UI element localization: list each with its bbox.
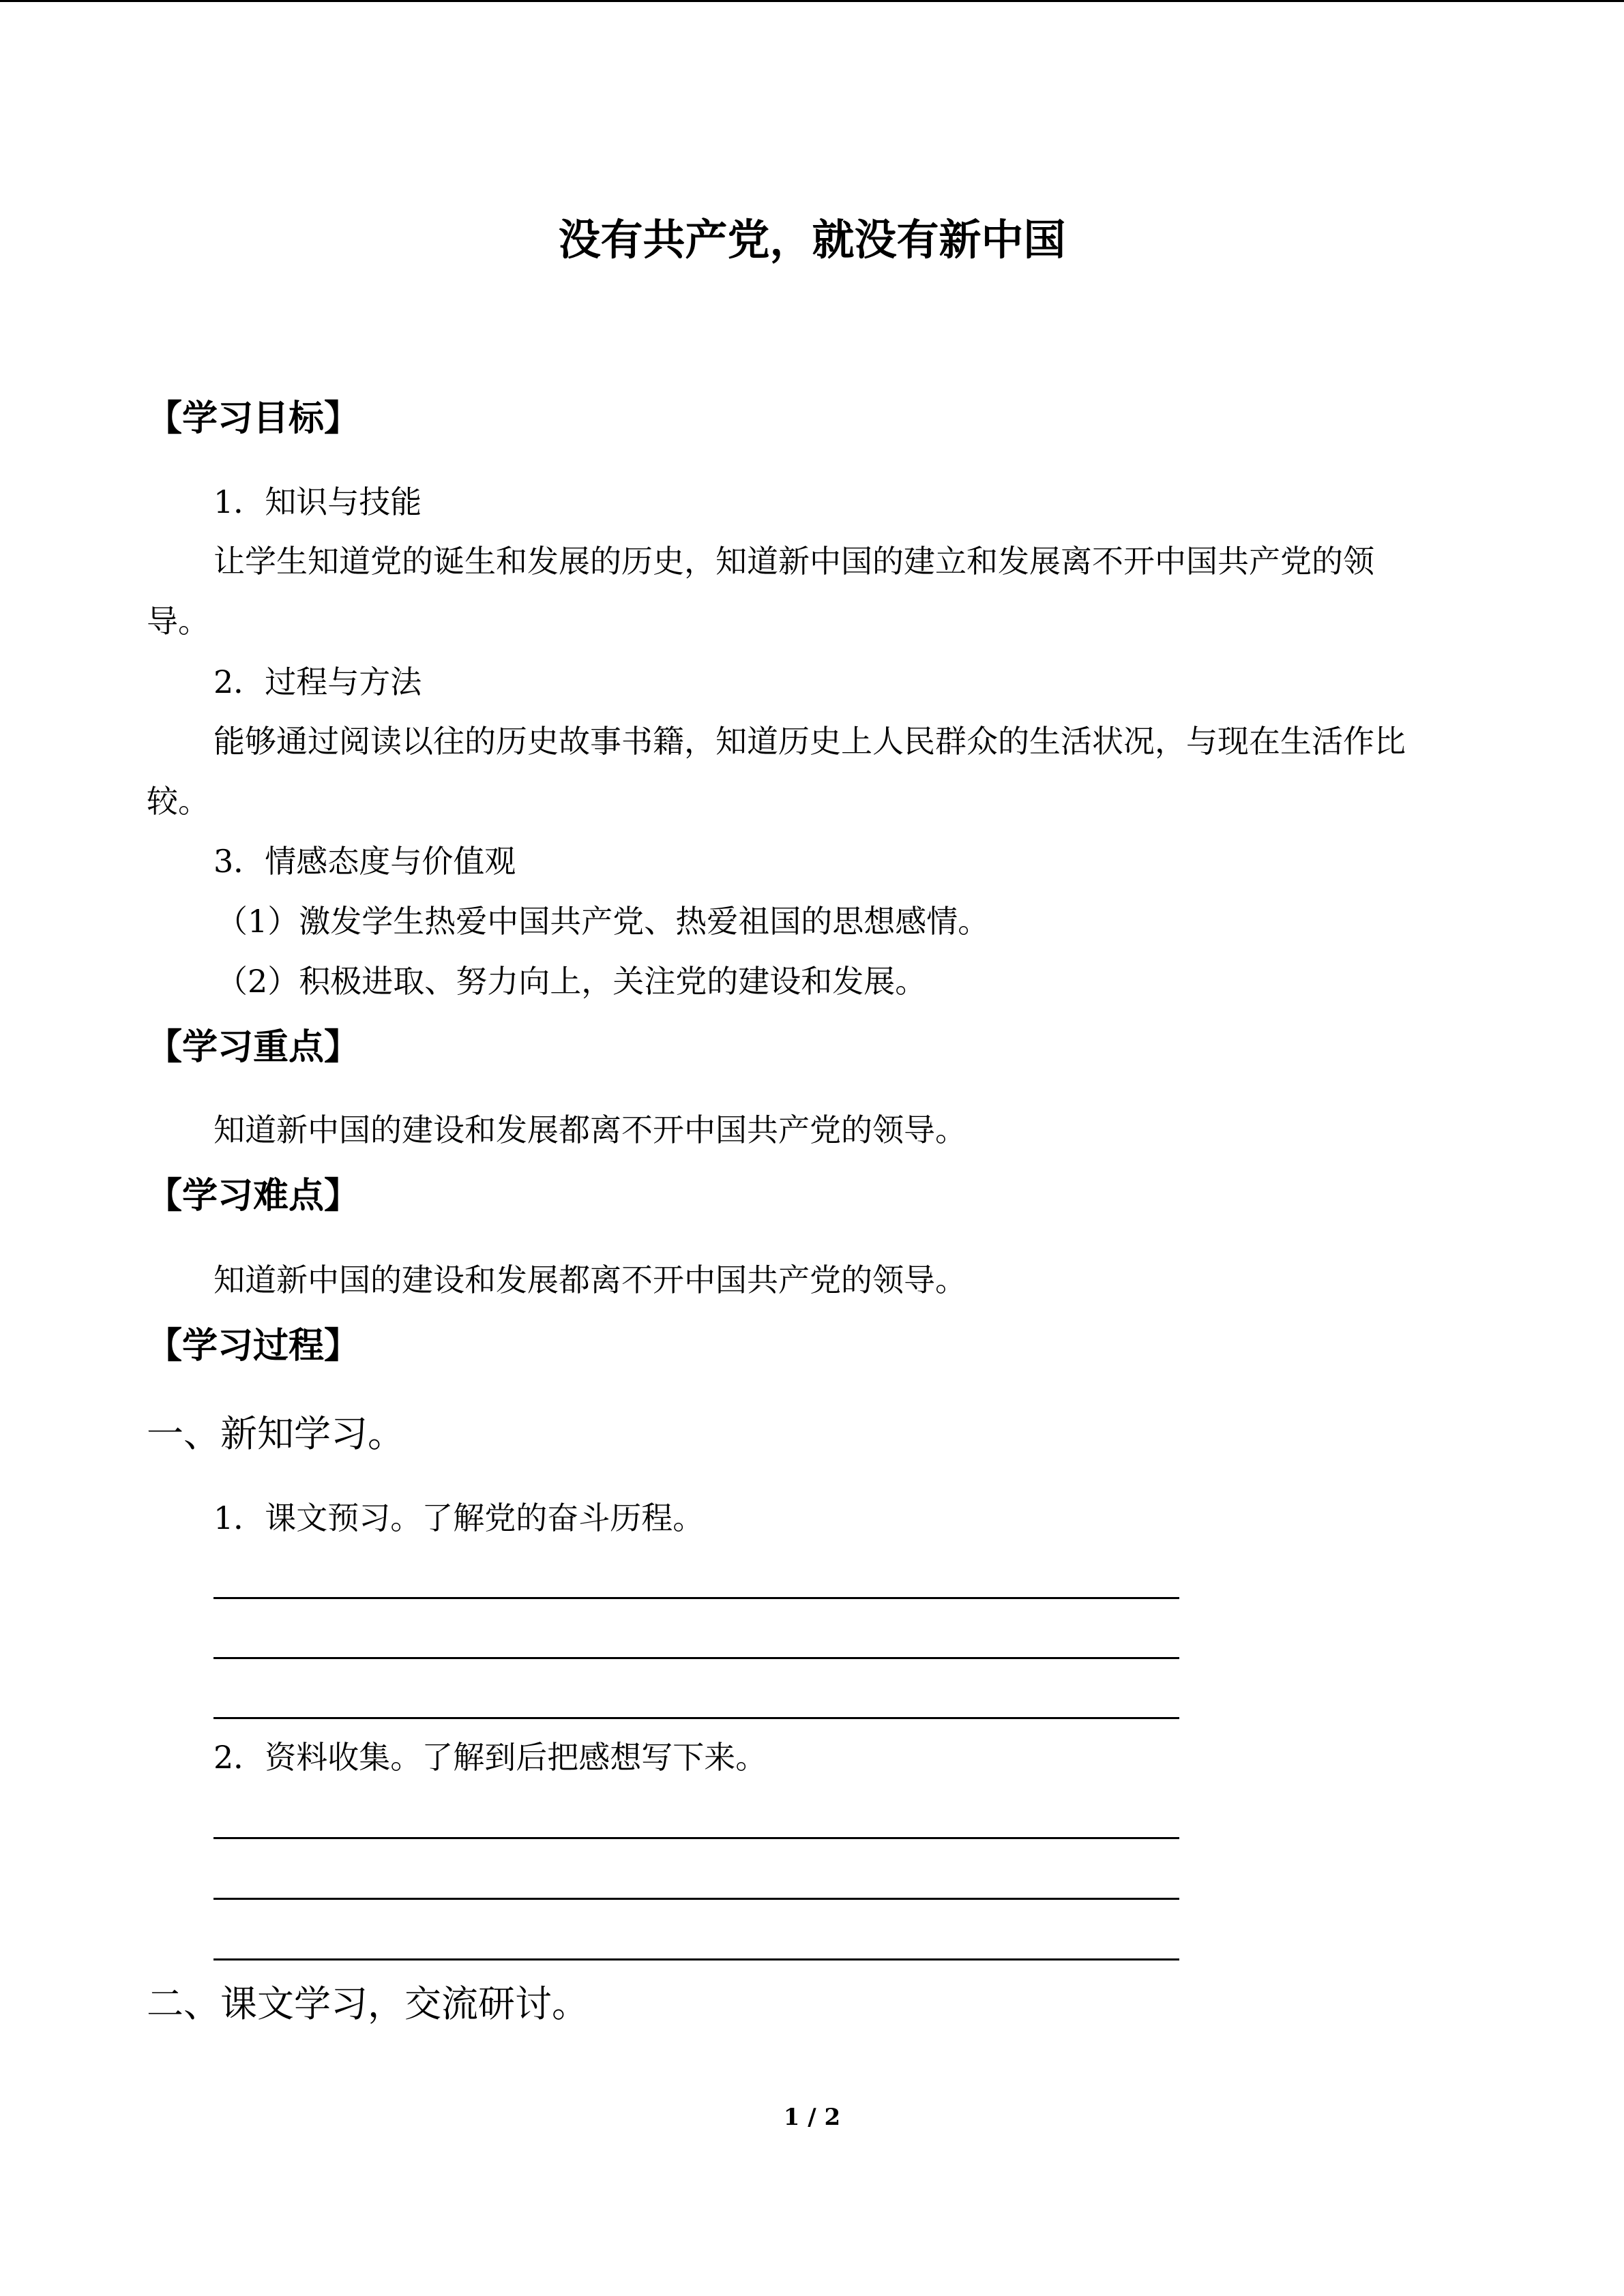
document-title: 没有共产党，就没有新中国 (558, 215, 1066, 265)
objectives-heading: 【学习目标】 (147, 398, 360, 439)
objective-3-sub2: （2）积极进取、努力向上，关注党的建设和发展。 (216, 963, 927, 1000)
answer-line-6[interactable] (213, 1958, 1179, 1960)
answer-line-2[interactable] (213, 1657, 1179, 1659)
answer-line-5[interactable] (213, 1898, 1179, 1900)
answer-line-4[interactable] (213, 1837, 1179, 1839)
task-2-text: 2．资料收集。了解到后把感想写下来。 (213, 1739, 767, 1776)
objective-2-text-line2: 较。 (147, 783, 209, 820)
task-1-text: 1．课文预习。了解党的奋斗历程。 (213, 1500, 705, 1536)
section-new-knowledge: 一、新知学习。 (147, 1412, 404, 1455)
difficult-points-heading: 【学习难点】 (147, 1175, 360, 1217)
key-points-text: 知道新中国的建设和发展都离不开中国共产党的领导。 (213, 1112, 966, 1148)
objective-3-sub1: （1）激发学生热爱中国共产党、热爱祖国的思想感情。 (216, 903, 990, 940)
top-border-line (0, 0, 1624, 2)
page-number: 1 / 2 (783, 2104, 841, 2131)
objective-1-text-line1: 让学生知道党的诞生和发展的历史，知道新中国的建立和发展离不开中国共产党的领 (213, 543, 1374, 580)
section-text-study: 二、课文学习，交流研讨。 (147, 1982, 589, 2025)
objective-1-label: 1．知识与技能 (213, 483, 422, 520)
objective-3-label: 3．情感态度与价值观 (213, 843, 516, 880)
key-points-heading: 【学习重点】 (147, 1026, 360, 1068)
objective-2-text-line1: 能够通过阅读以往的历史故事书籍，知道历史上人民群众的生活状况，与现在生活作比 (213, 723, 1406, 760)
objective-2-label: 2．过程与方法 (213, 664, 422, 700)
objective-1-text-line2: 导。 (147, 603, 209, 640)
answer-line-3[interactable] (213, 1717, 1179, 1719)
difficult-points-text: 知道新中国的建设和发展都离不开中国共产党的领导。 (213, 1262, 966, 1298)
answer-line-1[interactable] (213, 1597, 1179, 1599)
process-heading: 【学习过程】 (147, 1325, 360, 1367)
